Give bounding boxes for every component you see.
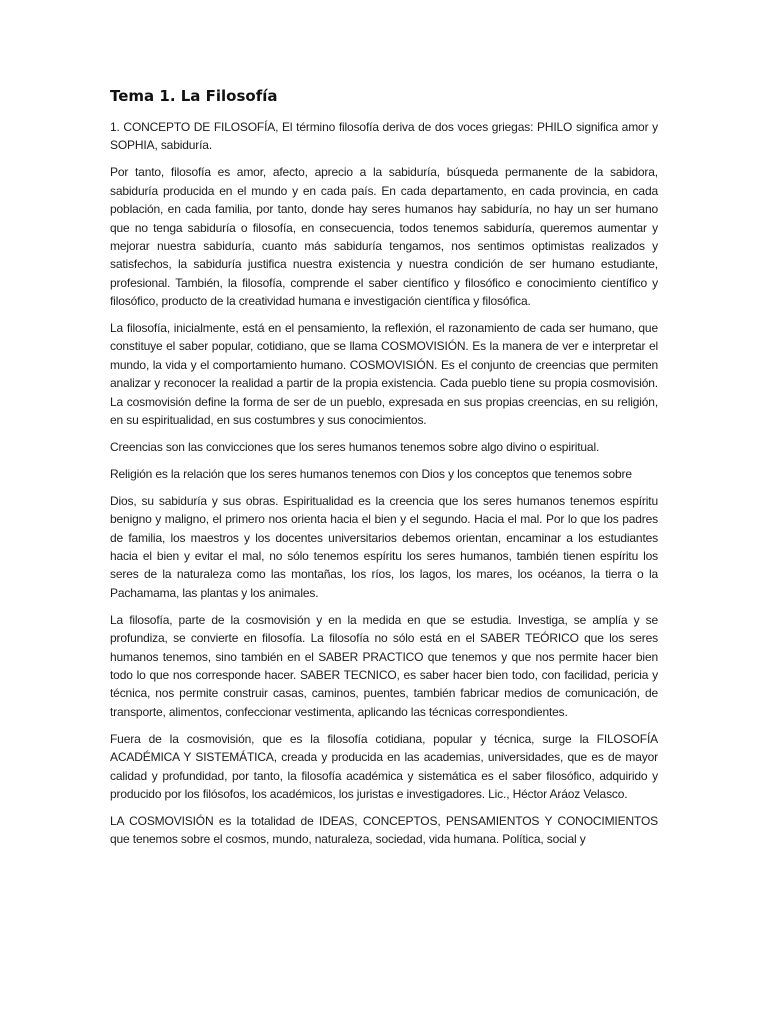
paragraph-religion: Religión es la relación que los seres humanos tenemos con Dios y los conceptos que tenemos sobre bbox=[110, 466, 632, 481]
document-title: Tema 1. La Filosofía bbox=[110, 87, 278, 105]
paragraph-la-cosmovision: LA COSMOVISIÓN es la totalidad de IDEAS, CONCEPTOS, PENSAMIENTOS Y CONOCIMIENTOS que tenemos sobre el cosmos, mundo, naturaleza, sociedad, vida humana. Política, social y bbox=[110, 813, 658, 847]
paragraph-saber: La filosofía, parte de la cosmovisión y en la medida en que se estudia. Investiga, se amplía y se profundiza, se convierte en filosofía. La filosofía no sólo está en el SABER TEÓRICO que los seres humanos tenemos, sino también en el SABER PRACTICO que tenemos y que nos permite hacer bien todo lo que nos corresponde hacer. SABER TECNICO, es saber hacer bien todo, con facilidad, pericia y técnica, nos permite construir casas, caminos, puentes, también fabricar medios de comunicación, de transporte, alimentos, confeccionar vestimenta, aplicando las técnicas correspondientes. bbox=[110, 612, 658, 719]
paragraph-cosmovision: La filosofía, inicialmente, está en el pensamiento, la reflexión, el razonamiento de cada ser humano, que constituye el saber popular, cotidiano, que se llama COSMOVISIÓN. Es la manera de ver e interpretar el mundo, la vida y el comportamiento humano. COSMOVISIÓN. Es el conjunto de creencias que permiten analizar y reconocer la realidad a partir de la propia existencia. Cada pueblo tiene su propia cosmovisión. La cosmovisión define la forma de ser de un pueblo, expresada en sus propias creencias, en su religión, en su espiritualidad, en sus costumbres y sus conocimientos. bbox=[110, 321, 658, 428]
document-body bbox=[110, 86, 658, 857]
paragraph-concepto: 1. CONCEPTO DE FILOSOFÍA, El término filosofía deriva de dos voces griegas: PHILO significa amor y SOPHIA, sabiduría. bbox=[110, 120, 658, 153]
paragraph-por-tanto: Por tanto, filosofía es amor, afecto, aprecio a la sabiduría, búsqueda permanente de la sabidora, sabiduría producida en el mundo y en cada país. En cada departamento, en cada provincia, en cada población, en cada familia, por tanto, donde hay seres humanos hay sabiduría, no hay un ser humano que no tenga sabiduría o filosofía, en consecuencia, todos tenemos sabiduría, queremos aumentar y mejorar nuestra sabiduría, cuanto más sabiduría tengamos, nos sentimos optimistas realizados y satisfechos, la sabiduría justifica nuestra existencia y nuestra condición de ser humano estudiante, profesional. También, la filosofía, comprende el saber científico y filosófico e conocimiento científico y filosófico, producto de la creatividad humana e investigación científica y filosófica. bbox=[110, 165, 658, 309]
paragraph-filosofia-academica: Fuera de la cosmovisión, que es la filosofía cotidiana, popular y técnica, surge la FILOSOFÍA ACADÉMICA Y SISTEMÁTICA, creada y producida en las academias, universidades, que es de mayor calidad y profundidad, por tanto, la filosofía académica y sistemática es el saber filosófico, adquirido y producido por los filósofos, los académicos, los juristas e investigadores. Lic., Héctor Aráoz Velasco. bbox=[110, 731, 658, 801]
paragraph-creencias: Creencias son las convicciones que los seres humanos tenemos sobre algo divino o espiritual. bbox=[110, 440, 600, 454]
paragraph-espiritualidad: Dios, su sabiduría y sus obras. Espiritualidad es la creencia que los seres humanos tenemos espíritu benigno y maligno, el primero nos orienta hacia el bien y el segundo. Hacia el mal. Por lo que los padres de familia, los maestros y los docentes universitarios debemos orientan, encaminar a los estudiantes hacia el bien y evitar el mal, no sólo tenemos espíritu los seres humanos, también tienen espíritu los seres de la naturaleza como las montañas, los ríos, los lagos, los mares, los océanos, la tierra o la Pachamama, las plantas y los animales. bbox=[110, 493, 658, 600]
